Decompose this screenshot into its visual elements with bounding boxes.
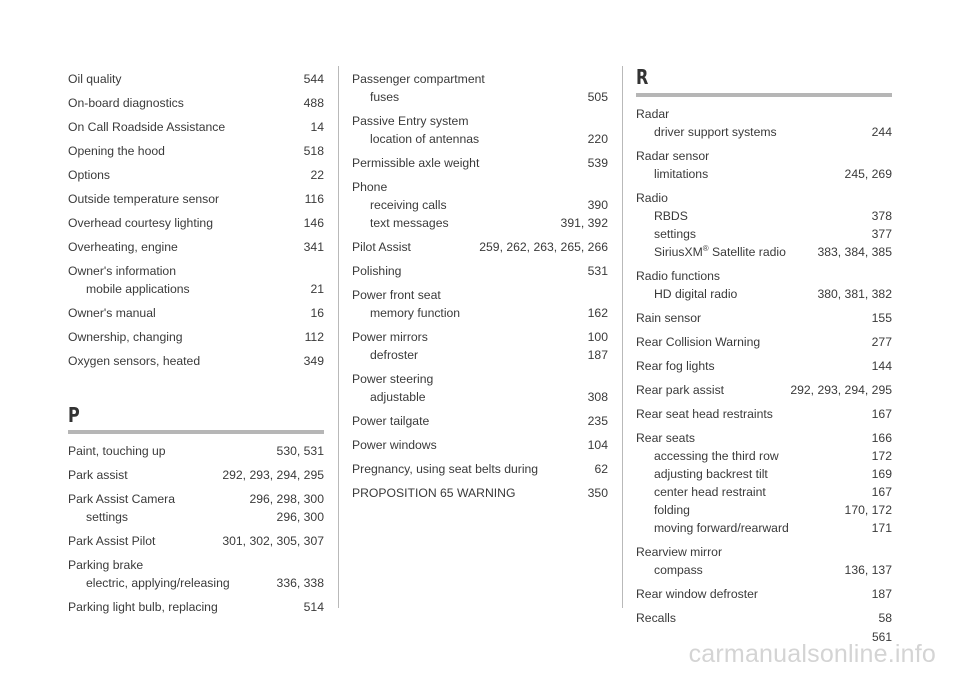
index-subentry — [636, 561, 892, 579]
index-subentry — [352, 88, 608, 106]
index-entry — [68, 532, 324, 550]
index-entry — [68, 190, 324, 208]
page-refs: 144 — [871, 359, 892, 373]
index-entry-row — [352, 370, 608, 388]
page-refs: 544 — [303, 72, 324, 86]
index-entry-row — [68, 238, 324, 256]
section-letter: P — [68, 403, 80, 427]
entry-term: Power windows — [352, 438, 437, 452]
index-column-1 — [68, 66, 324, 622]
index-entry — [636, 429, 892, 537]
entry-term: Radar sensor — [636, 149, 710, 163]
index-entry — [68, 442, 324, 460]
index-entry — [352, 460, 608, 478]
index-subentry — [636, 447, 892, 465]
entry-term: Radar — [636, 107, 670, 121]
index-entry-row — [68, 442, 324, 460]
entry-term: Rear fog lights — [636, 359, 715, 373]
index-entry-row — [636, 609, 892, 627]
subentry-term: SiriusXM® Satellite radio — [654, 243, 786, 259]
entry-term: Polishing — [352, 264, 402, 278]
index-entry — [352, 70, 608, 106]
subentry-term: RBDS — [654, 209, 688, 223]
index-entry-row — [352, 484, 608, 502]
page-refs: 167 — [871, 407, 892, 421]
index-entry-row — [636, 357, 892, 375]
index-entry-row — [636, 105, 892, 123]
page-refs: 336, 338 — [276, 576, 324, 590]
subentry-term: HD digital radio — [654, 287, 738, 301]
index-subentry — [636, 501, 892, 519]
index-entry-row — [352, 262, 608, 280]
page-refs: 100 — [587, 330, 608, 344]
page-refs: 116 — [304, 192, 324, 206]
index-entry-row — [636, 147, 892, 165]
page-refs: 380, 381, 382 — [817, 287, 892, 301]
page-refs: 244 — [871, 125, 892, 139]
subentry-term: limitations — [654, 167, 709, 181]
entry-term: Power steering — [352, 372, 434, 386]
subentry-term: center head restraint — [654, 485, 766, 499]
entry-term: Rearview mirror — [636, 545, 722, 559]
page-refs: 170, 172 — [844, 503, 892, 517]
index-entry — [352, 484, 608, 502]
page-refs: 292, 293, 294, 295 — [790, 383, 892, 397]
index-entry — [352, 154, 608, 172]
index-subentry — [68, 508, 324, 526]
page-refs: 162 — [587, 306, 608, 320]
entry-term: Recalls — [636, 611, 676, 625]
page-refs: 341 — [303, 240, 324, 254]
entry-term: Rear seats — [636, 431, 695, 445]
index-subentry — [636, 225, 892, 243]
index-entry — [68, 214, 324, 232]
page-refs: 245, 269 — [844, 167, 892, 181]
subentry-term: location of antennas — [370, 132, 480, 146]
subentry-term: accessing the third row — [654, 449, 779, 463]
page-refs: 169 — [871, 467, 892, 481]
page-refs: 167 — [871, 485, 892, 499]
index-entry-row — [636, 267, 892, 285]
page-refs: 136, 137 — [844, 563, 892, 577]
index-subentry — [636, 123, 892, 141]
page-refs: 349 — [303, 354, 324, 368]
index-subentry — [636, 243, 892, 261]
entry-term: Passenger compartment — [352, 72, 485, 86]
column-divider — [338, 66, 339, 608]
page-refs: 530, 531 — [276, 444, 324, 458]
index-subentry — [636, 285, 892, 303]
index-entry — [68, 328, 324, 346]
index-entry — [352, 286, 608, 322]
entry-term: On Call Roadside Assistance — [68, 120, 226, 134]
index-entry-row — [68, 118, 324, 136]
index-entry — [636, 267, 892, 303]
index-column-2 — [352, 66, 608, 508]
index-entry-row — [352, 436, 608, 454]
page-refs: 166 — [871, 431, 892, 445]
index-entry-row — [636, 543, 892, 561]
entry-term: Permissible axle weight — [352, 156, 480, 170]
index-entry-row — [352, 286, 608, 304]
index-entry-row — [352, 112, 608, 130]
subentry-term: folding — [654, 503, 690, 517]
index-entry-row — [636, 381, 892, 399]
index-entry-row — [636, 429, 892, 447]
entry-term: Park Assist Pilot — [68, 534, 156, 548]
entry-term: Pilot Assist — [352, 240, 411, 254]
subentry-term: electric, applying/releasing — [86, 576, 230, 590]
page-refs: 62 — [594, 462, 608, 476]
index-entry-row — [68, 304, 324, 322]
entry-term: Power mirrors — [352, 330, 428, 344]
index-list — [636, 105, 892, 627]
entry-term: Power front seat — [352, 288, 441, 302]
index-entry-row — [68, 556, 324, 574]
section-divider — [636, 93, 892, 97]
page-refs: 112 — [304, 330, 324, 344]
page-refs: 22 — [310, 168, 324, 182]
index-entry-row — [68, 328, 324, 346]
entry-term: Overheating, engine — [68, 240, 178, 254]
index-entry — [68, 556, 324, 592]
index-entry — [68, 490, 324, 526]
entry-term: Phone — [352, 180, 388, 194]
index-entry-row — [636, 189, 892, 207]
index-list — [68, 442, 324, 616]
index-entry-row — [352, 70, 608, 88]
page-refs: 350 — [587, 486, 608, 500]
page-refs: 58 — [878, 611, 892, 625]
index-entry — [636, 309, 892, 327]
page-refs: 378 — [871, 209, 892, 223]
index-subentry — [68, 574, 324, 592]
index-entry-row — [68, 142, 324, 160]
page-refs: 172 — [871, 449, 892, 463]
index-entry-row — [636, 405, 892, 423]
page-refs: 539 — [587, 156, 608, 170]
registered-mark: ® — [702, 243, 709, 253]
index-entry — [68, 352, 324, 370]
index-entry — [352, 370, 608, 406]
index-list — [68, 70, 324, 370]
index-entry — [68, 166, 324, 184]
page-refs: 531 — [587, 264, 608, 278]
entry-term: Ownership, changing — [68, 330, 183, 344]
index-entry-row — [68, 598, 324, 616]
index-entry — [636, 189, 892, 261]
index-entry — [68, 466, 324, 484]
index-entry-row — [68, 166, 324, 184]
index-entry-row — [68, 70, 324, 88]
entry-term: Radio — [636, 191, 668, 205]
index-subentry — [352, 388, 608, 406]
page-refs: 259, 262, 263, 265, 266 — [479, 240, 608, 254]
page-refs: 383, 384, 385 — [817, 245, 892, 259]
entry-term: Rear seat head restraints — [636, 407, 773, 421]
entry-term: Oil quality — [68, 72, 122, 86]
page-refs: 518 — [303, 144, 324, 158]
subentry-term: mobile applications — [86, 282, 190, 296]
page-refs: 14 — [310, 120, 324, 134]
section-letter: R — [636, 65, 649, 89]
index-entry — [636, 543, 892, 579]
index-subentry — [352, 346, 608, 364]
index-column-3 — [636, 66, 892, 633]
index-subentry — [68, 280, 324, 298]
index-entry — [68, 142, 324, 160]
index-list — [352, 70, 608, 502]
page-refs: 301, 302, 305, 307 — [222, 534, 324, 548]
index-entry-row — [68, 490, 324, 508]
entry-term: Owner's information — [68, 264, 176, 278]
index-subentry — [352, 214, 608, 232]
entry-term: Overhead courtesy lighting — [68, 216, 213, 230]
index-entry — [636, 147, 892, 183]
index-entry — [636, 609, 892, 627]
section-divider — [68, 430, 324, 434]
page-refs: 377 — [871, 227, 892, 241]
index-entry — [68, 262, 324, 298]
index-entry-row — [68, 190, 324, 208]
entry-term: Park assist — [68, 468, 128, 482]
entry-term: Outside temperature sensor — [68, 192, 220, 206]
index-entry — [352, 112, 608, 148]
page-refs: 391, 392 — [560, 216, 608, 230]
index-entry — [68, 238, 324, 256]
index-entry-row — [352, 178, 608, 196]
subentry-term: adjustable — [370, 390, 426, 404]
index-entry-row — [352, 328, 608, 346]
index-entry-row — [68, 94, 324, 112]
subentry-term: fuses — [370, 90, 400, 104]
index-entry — [68, 598, 324, 616]
page-refs: 171 — [871, 521, 892, 535]
index-entry — [352, 262, 608, 280]
subentry-term: settings — [86, 510, 129, 524]
entry-term: Radio functions — [636, 269, 721, 283]
column-divider — [622, 66, 623, 608]
entry-term: Paint, touching up — [68, 444, 166, 458]
entry-term: Rear Collision Warning — [636, 335, 761, 349]
entry-term: Oxygen sensors, heated — [68, 354, 201, 368]
index-entry-row — [636, 585, 892, 603]
index-entry-row — [352, 412, 608, 430]
subentry-term: compass — [654, 563, 703, 577]
index-entry-row — [68, 466, 324, 484]
index-entry — [68, 94, 324, 112]
index-entry — [636, 333, 892, 351]
index-entry — [636, 357, 892, 375]
index-subentry — [636, 483, 892, 501]
page-refs: 146 — [303, 216, 324, 230]
subentry-term: memory function — [370, 306, 461, 320]
index-subentry — [636, 165, 892, 183]
page-refs: 292, 293, 294, 295 — [222, 468, 324, 482]
page-refs: 296, 298, 300 — [249, 492, 324, 506]
index-entry — [636, 381, 892, 399]
subentry-term: receiving calls — [370, 198, 447, 212]
index-subentry — [352, 304, 608, 322]
page-refs: 488 — [303, 96, 324, 110]
index-entry-row — [352, 238, 608, 256]
entry-term: Owner's manual — [68, 306, 156, 320]
index-entry-row — [352, 460, 608, 478]
index-entry-row — [636, 333, 892, 351]
page-refs: 296, 300 — [276, 510, 324, 524]
index-entry — [352, 178, 608, 232]
page-refs: 505 — [587, 90, 608, 104]
page-refs: 308 — [587, 390, 608, 404]
entry-term: Power tailgate — [352, 414, 430, 428]
index-entry-row — [68, 262, 324, 280]
subentry-term: moving forward/rearward — [654, 521, 789, 535]
index-subentry — [352, 130, 608, 148]
index-entry-row — [68, 352, 324, 370]
index-entry — [352, 436, 608, 454]
subentry-term: adjusting backrest tilt — [654, 467, 768, 481]
index-entry — [352, 412, 608, 430]
entry-term: PROPOSITION 65 WARNING — [352, 486, 516, 500]
index-entry-row — [636, 309, 892, 327]
index-entry — [636, 105, 892, 141]
page-refs: 104 — [587, 438, 608, 452]
index-subentry — [636, 207, 892, 225]
subentry-term: defroster — [370, 348, 419, 362]
watermark: carmanualsonline.info — [688, 640, 936, 668]
index-entry — [352, 328, 608, 364]
index-entry — [68, 70, 324, 88]
page-refs: 390 — [587, 198, 608, 212]
index-entry — [68, 118, 324, 136]
subentry-term: text messages — [370, 216, 449, 230]
section-p — [68, 404, 324, 616]
page-refs: 514 — [303, 600, 324, 614]
subentry-term: driver support systems — [654, 125, 777, 139]
index-subentry — [636, 519, 892, 537]
entry-term: Pregnancy, using seat belts during — [352, 462, 539, 476]
entry-term: Rear park assist — [636, 383, 725, 397]
subentry-term-suffix: Satellite radio — [708, 245, 786, 259]
index-entry-row — [68, 214, 324, 232]
entry-term: Rear window defroster — [636, 587, 758, 601]
page-refs: 220 — [587, 132, 608, 146]
index-entry-row — [68, 532, 324, 550]
page-refs: 277 — [871, 335, 892, 349]
index-subentry — [636, 465, 892, 483]
page-number: 561 — [871, 630, 892, 644]
entry-term: Options — [68, 168, 111, 182]
page-refs: 235 — [587, 414, 608, 428]
page-refs: 187 — [587, 348, 608, 362]
index-entry — [636, 585, 892, 603]
page-refs: 21 — [310, 282, 324, 296]
entry-term: Opening the hood — [68, 144, 165, 158]
index-entry — [68, 304, 324, 322]
index-entry-row — [352, 154, 608, 172]
entry-term: Rain sensor — [636, 311, 702, 325]
entry-term: Parking light bulb, replacing — [68, 600, 218, 614]
entry-term: Park Assist Camera — [68, 492, 176, 506]
index-entry — [352, 238, 608, 256]
page-refs: 16 — [310, 306, 324, 320]
page-refs: 155 — [871, 311, 892, 325]
entry-term: Parking brake — [68, 558, 144, 572]
entry-term: Passive Entry system — [352, 114, 469, 128]
page-refs: 187 — [871, 587, 892, 601]
index-entry — [636, 405, 892, 423]
subentry-term: settings — [654, 227, 697, 241]
entry-term: On-board diagnostics — [68, 96, 184, 110]
index-subentry — [352, 196, 608, 214]
